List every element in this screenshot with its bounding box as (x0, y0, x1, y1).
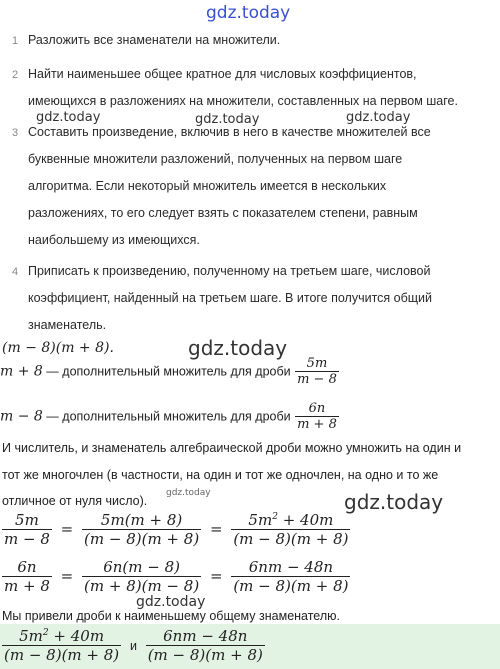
numerator: $5m^2 + 40m$ (19, 627, 105, 645)
denominator: (m − 8)(m + 8) (147, 646, 263, 664)
equals-sign: = (209, 519, 223, 538)
step-text: знаменатель. (28, 318, 107, 332)
result-fractions (2, 627, 265, 664)
equals-sign: = (60, 566, 74, 585)
fraction (295, 401, 339, 432)
step-text: Приписать к произведению, полученному на третьем шаге, числовой (28, 264, 431, 278)
step-number: 2 (12, 69, 19, 81)
step-text: Разложить все знаменатели на множители. (28, 33, 281, 47)
fraction (2, 511, 52, 548)
numerator: 5m (306, 356, 328, 371)
numerator: 5m (15, 511, 39, 529)
fraction (295, 356, 339, 387)
step-number: 1 (12, 35, 19, 47)
denominator: (m − 8)(m + 8) (4, 646, 120, 664)
denominator: m − 8 (4, 530, 50, 548)
watermark: gdz.today (344, 490, 444, 514)
equals-sign: = (209, 566, 223, 585)
numerator: 5m(m + 8) (100, 511, 183, 529)
fraction (82, 511, 201, 548)
step-text: коэффициент, найденный на третьем шаге. В итоге получится общий (28, 291, 433, 305)
factor-text: — дополнительный множитель для дроби (42, 364, 291, 379)
fraction (231, 558, 350, 595)
denominator: (m − 8)(m + 8) (233, 530, 349, 548)
numerator: 6nm − 48n (248, 558, 334, 576)
additional-factor-2 (0, 401, 339, 432)
factor-expr: m + 8 (0, 363, 43, 380)
numerator: 6n(m − 8) (103, 558, 180, 576)
step-text: Составить произведение, включив в него в качестве множителей все (28, 125, 431, 139)
denominator: m + 8 (297, 417, 337, 432)
step-number: 3 (12, 127, 19, 139)
fraction (146, 627, 265, 664)
step-number: 4 (12, 266, 19, 278)
additional-factor-1 (0, 356, 339, 387)
watermark: gdz.today (166, 488, 211, 498)
watermark-top: gdz.today (206, 3, 291, 23)
denominator: m − 8 (297, 372, 337, 387)
conclusion-text: Мы привели дроби к наименьшему общему знаменателю. (2, 609, 340, 623)
denominator: (m − 8)(m + 8) (233, 577, 349, 595)
step-text: разложениях, то его следует взять с показателем степени, равным (28, 206, 418, 220)
step-text: буквенные множители разложений, полученных на первом шаге (28, 152, 403, 166)
numerator: 6n (17, 558, 37, 576)
common-denominator: (m − 8)(m + 8). (2, 340, 114, 356)
watermark: gdz.today (195, 112, 260, 127)
fraction (231, 511, 350, 548)
equals-sign: = (60, 519, 74, 538)
step-text: алгоритма. Если некоторый множитель имеется в нескольких (28, 179, 387, 193)
watermark: gdz.today (346, 110, 411, 125)
conjunction: и (129, 638, 137, 653)
fraction (2, 558, 52, 595)
paragraph-line: тот же многочлен (в частности, на один и тот же одночлен, на одно и то же (2, 468, 439, 482)
fraction (2, 627, 121, 664)
equation-1 (2, 511, 350, 548)
numerator: 6nm − 48n (163, 627, 248, 645)
paragraph-line: И числитель, и знаменатель алгебраической дроби можно умножить на один и (2, 441, 462, 455)
watermark: gdz.today (36, 110, 101, 125)
step-text: имеющихся в разложениях на множители, составленных на первом шаге. (28, 94, 458, 108)
step-text: Найти наименьшее общее кратное для числовых коэффициентов, (28, 67, 417, 81)
factor-expr: m − 8 (0, 408, 43, 425)
step-text: наибольшему из имеющихся. (28, 233, 200, 247)
numerator: $5m^2 + 40m$ (248, 511, 334, 529)
numerator: 6n (308, 401, 326, 416)
fraction (82, 558, 201, 595)
watermark: gdz.today (136, 594, 206, 610)
paragraph-line: отличное от нуля число). (2, 494, 148, 508)
denominator: (m + 8)(m − 8) (84, 577, 200, 595)
watermark: gdz.today (188, 336, 288, 360)
factor-text: — дополнительный множитель для дроби (42, 409, 291, 424)
denominator: (m − 8)(m + 8) (84, 530, 200, 548)
equation-2 (2, 558, 350, 595)
denominator: m + 8 (4, 577, 50, 595)
